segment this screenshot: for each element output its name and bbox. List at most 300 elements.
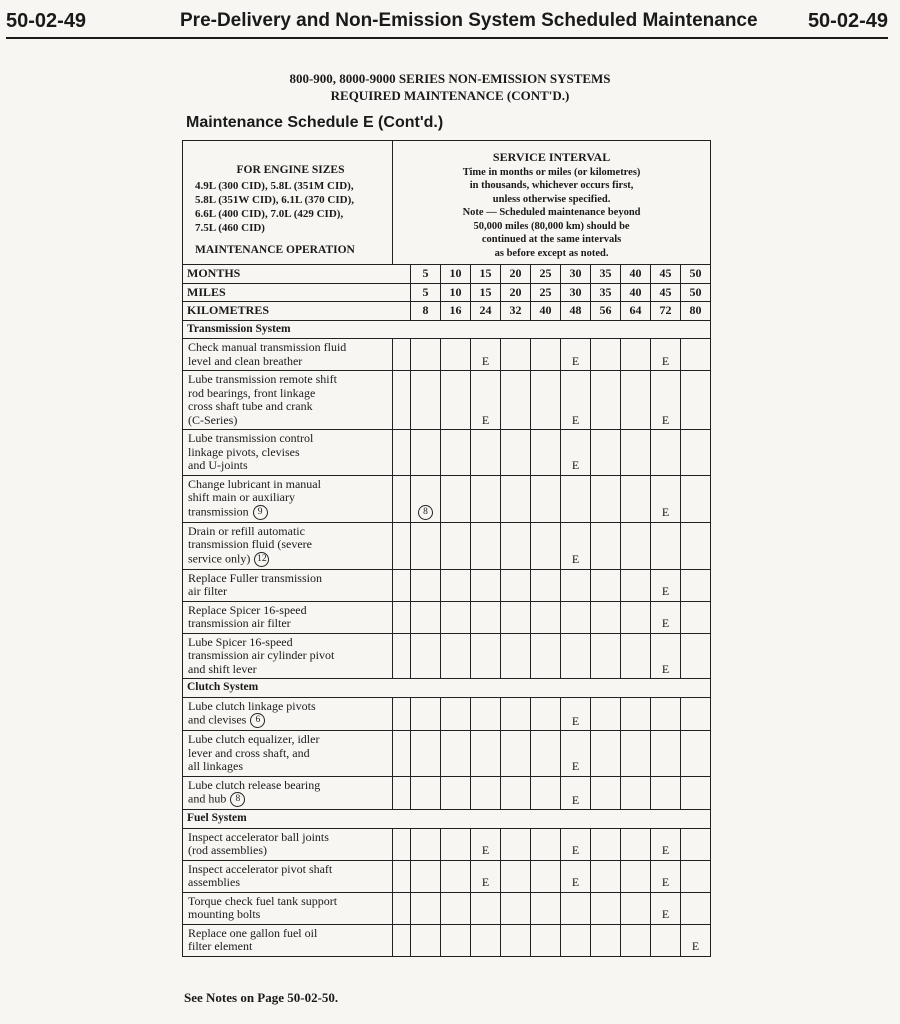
interval-mark: E — [651, 475, 681, 522]
operation-line: lever and cross shaft, and — [188, 745, 310, 760]
interval-value: 5 — [411, 283, 441, 302]
operation-line: Lube transmission remote shift — [188, 372, 337, 386]
interval-mark — [681, 731, 711, 777]
interval-mark — [531, 697, 561, 731]
maintenance-operation — [183, 892, 393, 924]
interval-value: 32 — [501, 302, 531, 321]
interval-mark — [561, 601, 591, 633]
interval-value: 16 — [441, 302, 471, 321]
interval-mark — [441, 371, 471, 430]
interval-mark — [441, 601, 471, 633]
operation-line: transmission air cylinder pivot — [188, 648, 335, 662]
interval-mark — [531, 601, 561, 633]
footer-note: See Notes on Page 50-02-50. — [184, 990, 339, 1005]
interval-mark — [411, 601, 441, 633]
interval-value: 50 — [681, 265, 711, 284]
interval-mark — [621, 776, 651, 810]
interval-mark — [531, 924, 561, 956]
service-interval-line: Time in months or miles (or kilometres) — [462, 166, 641, 178]
interval-mark — [591, 924, 621, 956]
interval-mark — [441, 475, 471, 522]
interval-mark — [501, 371, 531, 430]
spacer-cell — [393, 339, 411, 371]
interval-mark — [441, 860, 471, 892]
interval-mark — [471, 776, 501, 810]
service-interval-title: SERVICE INTERVAL — [492, 150, 611, 164]
interval-row-label: MONTHS — [183, 265, 411, 284]
operation-line: Replace Fuller transmission — [188, 570, 322, 585]
table-row — [183, 697, 711, 731]
interval-mark — [681, 892, 711, 924]
interval-mark — [591, 339, 621, 371]
spacer-cell — [393, 860, 411, 892]
operation-line: assemblies — [188, 875, 240, 889]
interval-value: 40 — [621, 265, 651, 284]
table-row — [183, 339, 711, 371]
operation-line: (C-Series) — [188, 412, 238, 427]
interval-value: 45 — [651, 265, 681, 284]
operation-line — [188, 505, 388, 520]
interval-row — [183, 265, 711, 284]
interval-row — [183, 283, 711, 302]
interval-mark — [591, 522, 621, 569]
interval-mark — [591, 430, 621, 476]
interval-value: 15 — [471, 265, 501, 284]
interval-mark — [591, 569, 621, 601]
interval-mark — [651, 522, 681, 569]
interval-mark: E — [561, 371, 591, 430]
maintenance-operation — [183, 731, 393, 777]
interval-mark — [681, 339, 711, 371]
interval-value: 72 — [651, 302, 681, 321]
interval-mark — [501, 731, 531, 777]
interval-mark — [531, 430, 561, 476]
interval-mark — [621, 475, 651, 522]
service-interval-line: 50,000 miles (80,000 km) should be — [473, 220, 630, 232]
interval-mark — [471, 633, 501, 679]
interval-mark — [621, 633, 651, 679]
interval-mark: E — [651, 339, 681, 371]
interval-mark — [411, 339, 441, 371]
interval-value: 20 — [501, 283, 531, 302]
operation-line: (rod assemblies) — [188, 843, 267, 857]
note-reference-circle: 12 — [254, 552, 269, 567]
interval-mark: E — [681, 924, 711, 956]
interval-mark — [681, 601, 711, 633]
schedule-title: Maintenance Schedule E (Cont'd.) — [186, 114, 444, 131]
page-header — [0, 0, 900, 42]
interval-value: 64 — [621, 302, 651, 321]
note-reference-circle: 8 — [418, 505, 433, 520]
spacer-cell — [393, 828, 411, 860]
interval-mark — [471, 430, 501, 476]
interval-mark — [651, 924, 681, 956]
maintenance-operation — [183, 339, 393, 371]
interval-mark — [411, 828, 441, 860]
interval-mark — [531, 776, 561, 810]
interval-mark — [681, 522, 711, 569]
interval-mark — [531, 339, 561, 371]
interval-mark: E — [651, 828, 681, 860]
operation-line-text: and hub — [188, 791, 227, 806]
interval-mark: E — [651, 601, 681, 633]
operation-line: linkage pivots, clevises — [188, 444, 300, 459]
maintenance-table — [182, 140, 711, 957]
engine-sizes-title: FOR ENGINE SIZES — [236, 164, 345, 176]
interval-row-label: MILES — [183, 283, 411, 302]
maintenance-operation — [183, 697, 393, 731]
interval-mark — [651, 731, 681, 777]
table-row — [183, 569, 711, 601]
interval-mark — [561, 569, 591, 601]
interval-mark: E — [561, 776, 591, 810]
interval-mark — [501, 924, 531, 956]
engine-line: 4.9L (300 CID), 5.8L (351M CID), — [195, 180, 354, 192]
interval-mark — [681, 776, 711, 810]
interval-mark — [681, 430, 711, 476]
interval-row — [183, 302, 711, 321]
interval-mark — [471, 601, 501, 633]
operation-line: Lube clutch linkage pivots — [188, 698, 316, 713]
maintenance-operation — [183, 371, 393, 430]
page-header-title: Pre-Delivery and Non-Emission System Scheduled Maintenance — [180, 10, 758, 31]
spacer-cell — [393, 522, 411, 569]
maintenance-operation — [183, 475, 393, 522]
interval-mark — [411, 776, 441, 810]
interval-mark: E — [471, 339, 501, 371]
page-number-right: 50-02-49 — [807, 10, 888, 32]
interval-mark — [621, 731, 651, 777]
section-title: Transmission System — [183, 320, 711, 339]
maintenance-operation — [183, 924, 393, 956]
operation-line: Lube transmission control — [188, 431, 314, 445]
table-row — [183, 371, 711, 430]
interval-value: 80 — [681, 302, 711, 321]
interval-value: 25 — [531, 265, 561, 284]
service-interval-line: as before except as noted. — [494, 247, 609, 259]
service-interval-line: continued at the same intervals — [481, 234, 622, 245]
spacer-cell — [393, 569, 411, 601]
interval-mark: E — [471, 828, 501, 860]
document-title — [0, 70, 900, 104]
table-row — [183, 892, 711, 924]
interval-mark — [441, 339, 471, 371]
operation-line: Lube Spicer 16-speed — [188, 634, 293, 649]
table-row — [183, 860, 711, 892]
interval-mark — [681, 633, 711, 679]
engine-sizes-cell — [183, 141, 393, 265]
interval-value: 30 — [561, 283, 591, 302]
table-header-row — [183, 141, 711, 265]
spacer-cell — [393, 601, 411, 633]
interval-mark — [591, 828, 621, 860]
table-row — [183, 828, 711, 860]
operation-line-text: transmission — [188, 503, 249, 518]
table-row — [183, 776, 711, 810]
interval-mark — [501, 475, 531, 522]
maintenance-table-wrapper — [182, 140, 712, 957]
interval-mark — [531, 475, 561, 522]
spacer-cell — [393, 475, 411, 522]
operation-line: Change lubricant in manual — [188, 476, 321, 491]
interval-mark — [531, 828, 561, 860]
interval-value: 40 — [621, 283, 651, 302]
note-reference-circle: 9 — [253, 505, 268, 520]
interval-mark — [621, 339, 651, 371]
interval-mark — [411, 430, 441, 476]
interval-mark — [681, 828, 711, 860]
interval-mark: E — [561, 860, 591, 892]
interval-mark: E — [561, 339, 591, 371]
note-reference-circle: 8 — [230, 792, 245, 807]
interval-mark: E — [561, 430, 591, 476]
maintenance-operation — [183, 522, 393, 569]
interval-mark — [411, 860, 441, 892]
spacer-cell — [393, 371, 411, 430]
interval-mark: E — [651, 892, 681, 924]
interval-mark — [501, 430, 531, 476]
maintenance-operation-label: MAINTENANCE OPERATION — [195, 244, 355, 256]
interval-mark: E — [561, 697, 591, 731]
spacer-cell — [393, 892, 411, 924]
interval-mark — [501, 633, 531, 679]
maintenance-operation — [183, 860, 393, 892]
interval-mark — [561, 633, 591, 679]
interval-mark — [561, 892, 591, 924]
interval-mark — [591, 475, 621, 522]
interval-mark — [621, 892, 651, 924]
service-interval-line: Note — Scheduled maintenance beyond — [462, 207, 641, 218]
operation-line: and shift lever — [188, 661, 257, 676]
table-row — [183, 731, 711, 777]
interval-value: 8 — [411, 302, 441, 321]
interval-mark — [621, 924, 651, 956]
document-title-line1: 800-900, 8000-9000 SERIES NON-EMISSION SYSTEMS — [289, 71, 611, 86]
section-row — [183, 679, 711, 698]
interval-mark — [651, 430, 681, 476]
table-row — [183, 475, 711, 522]
interval-mark — [591, 633, 621, 679]
operation-line: rod bearings, front linkage — [188, 385, 316, 400]
note-reference-circle: 6 — [250, 713, 265, 728]
spacer-cell — [393, 731, 411, 777]
interval-value: 50 — [681, 283, 711, 302]
interval-mark: E — [651, 633, 681, 679]
operation-line: shift main or auxiliary — [188, 490, 295, 504]
page-number-left: 50-02-49 — [6, 10, 87, 32]
table-row — [183, 522, 711, 569]
interval-value: 10 — [441, 265, 471, 284]
interval-mark — [591, 892, 621, 924]
interval-mark — [471, 522, 501, 569]
spacer-cell — [393, 633, 411, 679]
interval-mark — [591, 860, 621, 892]
operation-line — [188, 792, 388, 807]
maintenance-operation — [183, 633, 393, 679]
interval-value: 56 — [591, 302, 621, 321]
section-title: Clutch System — [183, 679, 711, 698]
table-row — [183, 924, 711, 956]
interval-mark — [441, 924, 471, 956]
section-title: Fuel System — [183, 810, 711, 829]
interval-mark — [501, 569, 531, 601]
interval-mark — [471, 924, 501, 956]
interval-mark — [501, 697, 531, 731]
engine-line: 5.8L (351W CID), 6.1L (370 CID), — [195, 194, 355, 206]
operation-line: Check manual transmission fluid — [188, 340, 347, 354]
interval-mark — [681, 475, 711, 522]
interval-mark — [651, 776, 681, 810]
interval-mark — [591, 601, 621, 633]
operation-line — [188, 713, 388, 728]
interval-mark — [531, 371, 561, 430]
interval-mark: E — [651, 569, 681, 601]
interval-mark — [561, 924, 591, 956]
engine-line: 6.6L (400 CID), 7.0L (429 CID), — [195, 208, 344, 220]
interval-value: 40 — [531, 302, 561, 321]
engine-line: 7.5L (460 CID) — [195, 222, 265, 234]
interval-mark — [531, 633, 561, 679]
interval-mark — [501, 860, 531, 892]
document-title-line2: REQUIRED MAINTENANCE (CONT'D.) — [330, 88, 570, 103]
interval-mark — [681, 371, 711, 430]
operation-line: Replace Spicer 16-speed — [188, 602, 307, 617]
interval-value: 5 — [411, 265, 441, 284]
spacer-cell — [393, 697, 411, 731]
operation-line: Replace one gallon fuel oil — [188, 925, 318, 940]
interval-mark — [621, 860, 651, 892]
interval-mark — [471, 731, 501, 777]
operation-line: level and clean breather — [188, 353, 303, 368]
interval-mark — [591, 776, 621, 810]
operation-line: mounting bolts — [188, 907, 261, 921]
interval-mark — [411, 371, 441, 430]
maintenance-operation — [183, 430, 393, 476]
interval-mark — [441, 828, 471, 860]
interval-mark — [621, 828, 651, 860]
interval-mark — [471, 475, 501, 522]
maintenance-operation — [183, 776, 393, 810]
interval-mark — [501, 828, 531, 860]
service-interval-line: unless otherwise specified. — [492, 193, 611, 205]
interval-mark — [531, 522, 561, 569]
interval-mark: E — [561, 828, 591, 860]
interval-mark — [411, 892, 441, 924]
interval-mark — [501, 601, 531, 633]
table-row — [183, 633, 711, 679]
spacer-cell — [393, 924, 411, 956]
operation-line: transmission fluid (severe — [188, 537, 312, 551]
operation-line: Torque check fuel tank support — [188, 893, 338, 908]
section-row — [183, 810, 711, 829]
interval-mark — [681, 697, 711, 731]
interval-mark — [411, 731, 441, 777]
operation-line: cross shaft tube and crank — [188, 399, 313, 413]
interval-mark — [411, 569, 441, 601]
interval-mark — [531, 892, 561, 924]
operation-line: Inspect accelerator ball joints — [188, 829, 329, 844]
service-interval-cell — [393, 141, 711, 265]
operation-line: Inspect accelerator pivot shaft — [188, 861, 333, 876]
interval-row-label: KILOMETRES — [183, 302, 411, 321]
interval-mark — [441, 776, 471, 810]
interval-mark — [441, 633, 471, 679]
operation-line — [188, 552, 388, 567]
interval-value: 45 — [651, 283, 681, 302]
interval-mark: E — [471, 371, 501, 430]
interval-value: 48 — [561, 302, 591, 321]
operation-line: Lube clutch equalizer, idler — [188, 732, 320, 746]
interval-mark — [531, 860, 561, 892]
interval-mark — [471, 697, 501, 731]
interval-mark — [411, 924, 441, 956]
interval-mark — [591, 731, 621, 777]
operation-line: all linkages — [188, 759, 243, 773]
interval-mark — [681, 569, 711, 601]
interval-mark: E — [561, 522, 591, 569]
interval-mark — [441, 892, 471, 924]
interval-mark — [501, 776, 531, 810]
operation-line: transmission air filter — [188, 616, 291, 630]
operation-line-text: and clevises — [188, 712, 247, 727]
interval-value: 35 — [591, 283, 621, 302]
interval-mark — [441, 569, 471, 601]
interval-mark — [621, 522, 651, 569]
spacer-cell — [393, 430, 411, 476]
interval-mark: E — [651, 860, 681, 892]
interval-mark — [411, 475, 441, 522]
interval-mark — [471, 569, 501, 601]
interval-mark — [621, 569, 651, 601]
table-row — [183, 430, 711, 476]
spacer-cell — [393, 776, 411, 810]
operation-line: Lube clutch release bearing — [188, 777, 321, 792]
interval-mark — [591, 371, 621, 430]
interval-mark — [441, 430, 471, 476]
interval-mark: E — [651, 371, 681, 430]
interval-mark — [531, 731, 561, 777]
interval-mark — [531, 569, 561, 601]
interval-value: 25 — [531, 283, 561, 302]
operation-line: and U-joints — [188, 458, 248, 472]
interval-mark — [681, 860, 711, 892]
interval-mark — [561, 475, 591, 522]
table-row — [183, 601, 711, 633]
interval-mark: E — [471, 860, 501, 892]
interval-mark — [501, 522, 531, 569]
interval-mark — [411, 633, 441, 679]
interval-value: 35 — [591, 265, 621, 284]
section-row — [183, 320, 711, 339]
interval-value: 15 — [471, 283, 501, 302]
operation-line: air filter — [188, 584, 227, 598]
maintenance-operation — [183, 828, 393, 860]
interval-mark — [441, 731, 471, 777]
header-rule — [6, 37, 888, 39]
interval-mark — [471, 892, 501, 924]
interval-mark — [621, 371, 651, 430]
interval-value: 30 — [561, 265, 591, 284]
interval-mark — [621, 601, 651, 633]
interval-mark — [411, 697, 441, 731]
interval-mark — [621, 697, 651, 731]
interval-mark — [651, 697, 681, 731]
interval-mark — [441, 697, 471, 731]
maintenance-operation — [183, 569, 393, 601]
operation-line: filter element — [188, 939, 253, 953]
interval-mark — [411, 522, 441, 569]
operation-line-text: service only) — [188, 550, 251, 565]
